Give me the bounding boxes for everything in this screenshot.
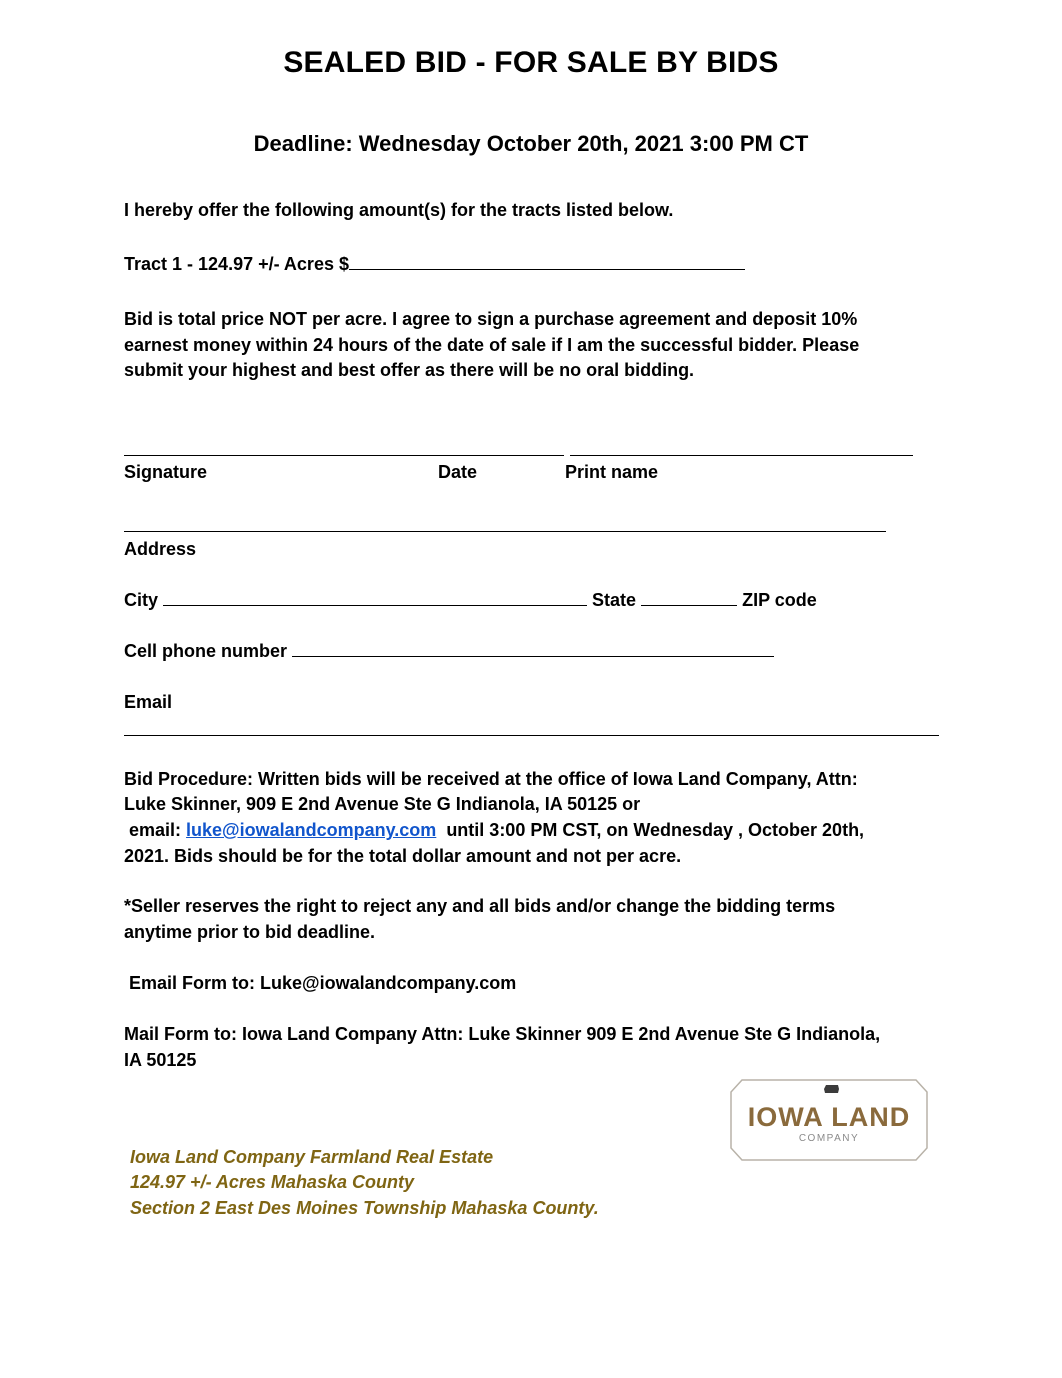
print-name-label: Print name xyxy=(565,462,659,482)
footer-line-1: Iowa Land Company Farmland Real Estate xyxy=(130,1147,494,1167)
page-title: SEALED BID - FOR SALE BY BIDS xyxy=(283,46,779,79)
seller-note-line-2: anytime prior to bid deadline. xyxy=(124,922,376,942)
procedure-line-3 xyxy=(124,817,864,843)
deadline-text: Deadline: Wednesday October 20th, 2021 3:00 PM CT xyxy=(253,131,809,156)
cell-phone-row xyxy=(124,638,774,664)
mail-form-line-1: Mail Form to: Iowa Land Company Attn: Luke Skinner 909 E 2nd Avenue Ste G Indianola, xyxy=(124,1024,881,1044)
tract-row xyxy=(124,251,745,277)
logo-main-text: IOWA LAND xyxy=(747,1102,911,1132)
iowa-state-icon xyxy=(824,1085,839,1093)
email-field[interactable] xyxy=(124,735,939,736)
terms-line-2: earnest money within 24 hours of the date of sale if I am the successful bidder. Please xyxy=(124,335,860,355)
signature-label: Signature xyxy=(124,462,208,482)
footer-line-3: Section 2 East Des Moines Township Mahaska County. xyxy=(130,1198,599,1218)
city-state-zip-row xyxy=(124,587,817,613)
offer-intro: I hereby offer the following amount(s) for the tracts listed below. xyxy=(124,200,674,220)
address-field[interactable] xyxy=(124,531,886,532)
tract-amount-field[interactable] xyxy=(349,251,745,270)
procedure-email-suffix: until 3:00 PM CST, on Wednesday , October 20th, xyxy=(436,820,865,840)
signature-date-field[interactable] xyxy=(124,455,564,456)
city-field[interactable] xyxy=(163,587,587,606)
seller-note-line-1: *Seller reserves the right to reject any and all bids and/or change the bidding terms xyxy=(124,896,836,916)
cell-phone-label: Cell phone number xyxy=(124,641,288,661)
terms-line-3: submit your highest and best offer as there will be no oral bidding. xyxy=(124,360,695,380)
procedure-line-4: 2021. Bids should be for the total dollar amount and not per acre. xyxy=(124,846,682,866)
email-link[interactable]: luke@iowalandcompany.com xyxy=(186,820,437,840)
email-label: Email xyxy=(124,692,173,712)
iowa-land-logo xyxy=(730,1078,928,1162)
print-name-field[interactable] xyxy=(570,455,913,456)
procedure-line-2: Luke Skinner, 909 E 2nd Avenue Ste G Indianola, IA 50125 or xyxy=(124,794,641,814)
mail-form-line-2: IA 50125 xyxy=(124,1050,197,1070)
zip-label: ZIP code xyxy=(742,590,817,610)
address-label: Address xyxy=(124,539,197,559)
logo-sub-text: COMPANY xyxy=(798,1133,860,1144)
date-label: Date xyxy=(438,462,478,482)
procedure-line-1: Bid Procedure: Written bids will be received at the office of Iowa Land Company, Attn: xyxy=(124,769,858,789)
footer-line-2: 124.97 +/- Acres Mahaska County xyxy=(130,1172,414,1192)
state-field[interactable] xyxy=(641,587,737,606)
email-form-text: Email Form to: Luke@iowalandcompany.com xyxy=(124,973,517,993)
cell-phone-field[interactable] xyxy=(292,638,774,657)
tract-label: Tract 1 - 124.97 +/- Acres $ xyxy=(124,254,349,274)
city-label: City xyxy=(124,590,159,610)
state-label: State xyxy=(592,590,637,610)
procedure-email-prefix: email: xyxy=(124,820,187,840)
terms-line-1: Bid is total price NOT per acre. I agree to sign a purchase agreement and deposit 10% xyxy=(124,309,858,329)
